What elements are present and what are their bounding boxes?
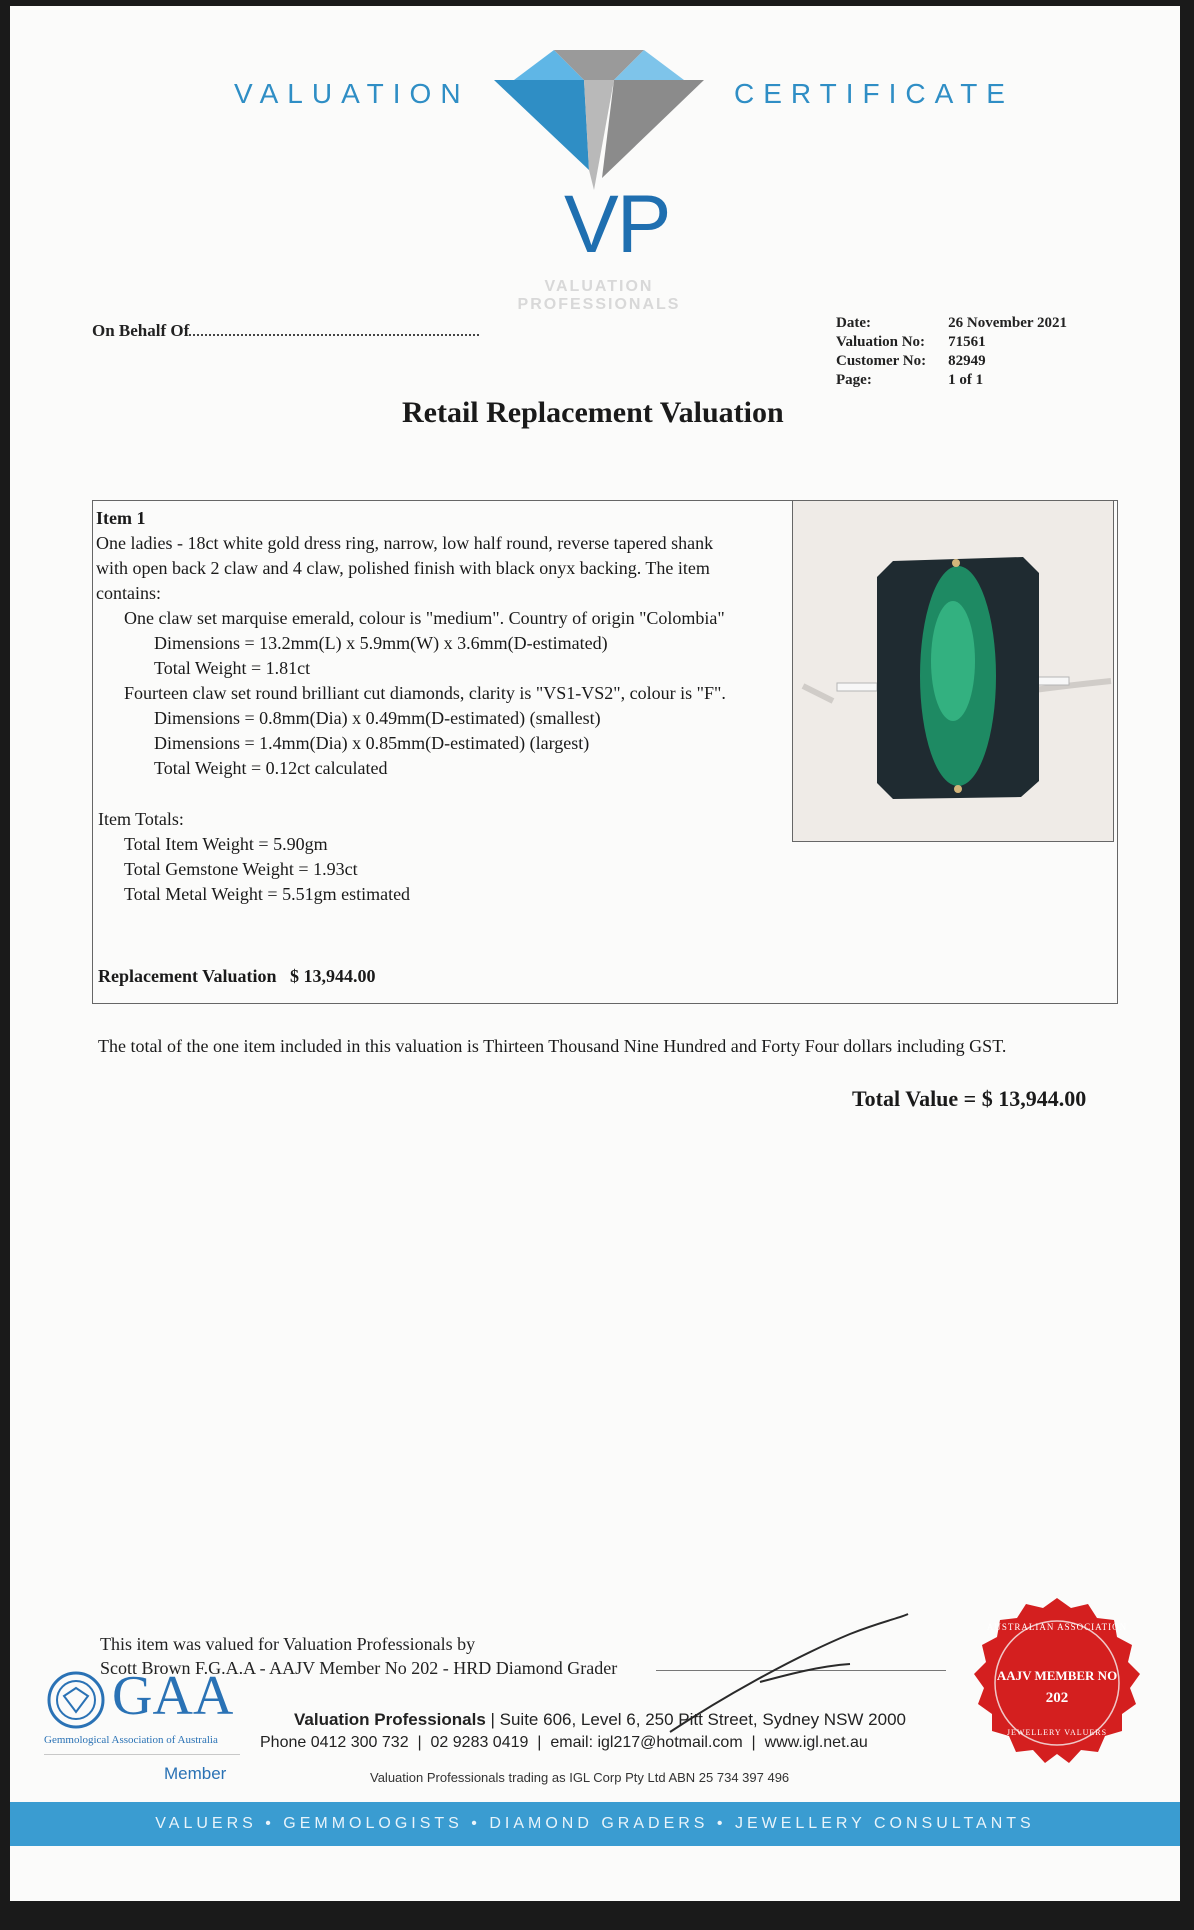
vp-logo-sub1: VALUATION (544, 278, 654, 295)
total-item-weight: Total Item Weight = 5.90gm (124, 834, 328, 854)
footer-band (10, 1802, 1180, 1846)
diamond-weight: Total Weight = 0.12ct calculated (154, 758, 388, 778)
contact-line: Phone 0412 300 732 | 02 9283 0419 | email: igl217@hotmail.com | www.igl.net.au (260, 1734, 868, 1751)
page-value: 1 of 1 (948, 372, 984, 388)
diamond-line: Fourteen claw set round brilliant cut diamonds, clarity is "VS1-VS2", colour is "F". (124, 683, 726, 703)
item-totals-heading: Item Totals: (98, 809, 184, 829)
company-name: Valuation Professionals (294, 1710, 486, 1729)
seal-member-text: AAJV MEMBER NO (996, 1668, 1118, 1683)
replacement-label: Replacement Valuation (98, 966, 277, 986)
emerald-ring-image (793, 501, 1113, 841)
seal-number: 202 (1045, 1690, 1069, 1706)
emerald-weight: Total Weight = 1.81ct (154, 658, 311, 678)
header-valuation-word: VALUATION (234, 78, 470, 109)
emerald-line: One claw set marquise emerald, colour is "medium". Country of origin "Colombia" (124, 608, 725, 628)
valuation-no-value: 71561 (948, 334, 986, 350)
ring-photo (792, 500, 1114, 842)
trading-line: Valuation Professionals trading as IGL Corp Pty Ltd ABN 25 734 397 496 (370, 1770, 790, 1785)
gaa-logo-text: GAA (112, 1665, 234, 1727)
replacement-valuation (98, 964, 376, 989)
seal-top-text: AUSTRALIAN ASSOCIATION (986, 1622, 1128, 1632)
header-certificate-word: CERTIFICATE (734, 78, 1014, 109)
item-desc-line1: One ladies - 18ct white gold dress ring, narrow, low half round, reverse tapered shank (96, 533, 714, 553)
on-behalf-dotted-line (189, 320, 479, 336)
on-behalf-label: On Behalf Of (92, 321, 190, 340)
item-details (96, 506, 796, 907)
meta-table (836, 314, 1089, 390)
summary-text: The total of the one item included in this valuation is Thirteen Thousand Nine Hundred and Forty Four dollars including GST. (98, 1036, 1007, 1056)
page-label: Page: (836, 372, 872, 388)
footer-band-text: VALUERS • GEMMOLOGISTS • DIAMOND GRADERS • JEWELLERY CONSULTANTS (155, 1815, 1035, 1832)
item-heading: Item 1 (96, 508, 146, 528)
diamond-dims-largest: Dimensions = 1.4mm(Dia) x 0.85mm(D-estimated) (largest) (154, 733, 590, 753)
gaa-divider (44, 1754, 240, 1755)
aajv-seal (970, 1596, 1144, 1770)
page-title: Retail Replacement Valuation (402, 396, 784, 429)
total-metal-weight: Total Metal Weight = 5.51gm estimated (124, 884, 411, 904)
date-label: Date: (836, 315, 871, 331)
total-value: Total Value = $ 13,944.00 (852, 1086, 1087, 1111)
valuation-no-label: Valuation No: (836, 334, 926, 350)
certificate-page (10, 6, 1180, 1901)
gaa-subtitle: Gemmological Association of Australia (44, 1734, 218, 1746)
seal-bottom-text: JEWELLERY VALUERS (1006, 1728, 1108, 1737)
date-value: 26 November 2021 (948, 315, 1067, 331)
company-address (294, 1710, 906, 1730)
total-gemstone-weight: Total Gemstone Weight = 1.93ct (124, 859, 358, 879)
vp-logo (494, 50, 704, 330)
customer-no-value: 82949 (948, 353, 986, 369)
vp-logo-text: VP (564, 179, 670, 270)
address-text: | Suite 606, Level 6, 250 Pitt Street, Sydney NSW 2000 (485, 1710, 906, 1729)
customer-no-label: Customer No: (836, 353, 927, 369)
valued-line2: Scott Brown F.G.A.A - AAJV Member No 202 - HRD Diamond Grader (100, 1658, 618, 1678)
emerald-dimensions: Dimensions = 13.2mm(L) x 5.9mm(W) x 3.6mm(D-estimated) (154, 633, 608, 653)
item-desc-line2: with open back 2 claw and 4 claw, polished finish with black onyx backing. The item (96, 558, 710, 578)
diamond-logo-icon (494, 50, 704, 190)
gaa-member: Member (164, 1764, 227, 1783)
diamond-dims-smallest: Dimensions = 0.8mm(Dia) x 0.49mm(D-estimated) (smallest) (154, 708, 601, 728)
replacement-value: $ 13,944.00 (290, 966, 376, 986)
on-behalf-of (92, 320, 479, 341)
valued-line1: This item was valued for Valuation Professionals by (100, 1634, 476, 1654)
gaa-emblem-icon (46, 1670, 106, 1730)
vp-logo-sub2: PROFESSIONALS (517, 296, 681, 313)
item-desc-line3: contains: (96, 583, 161, 603)
